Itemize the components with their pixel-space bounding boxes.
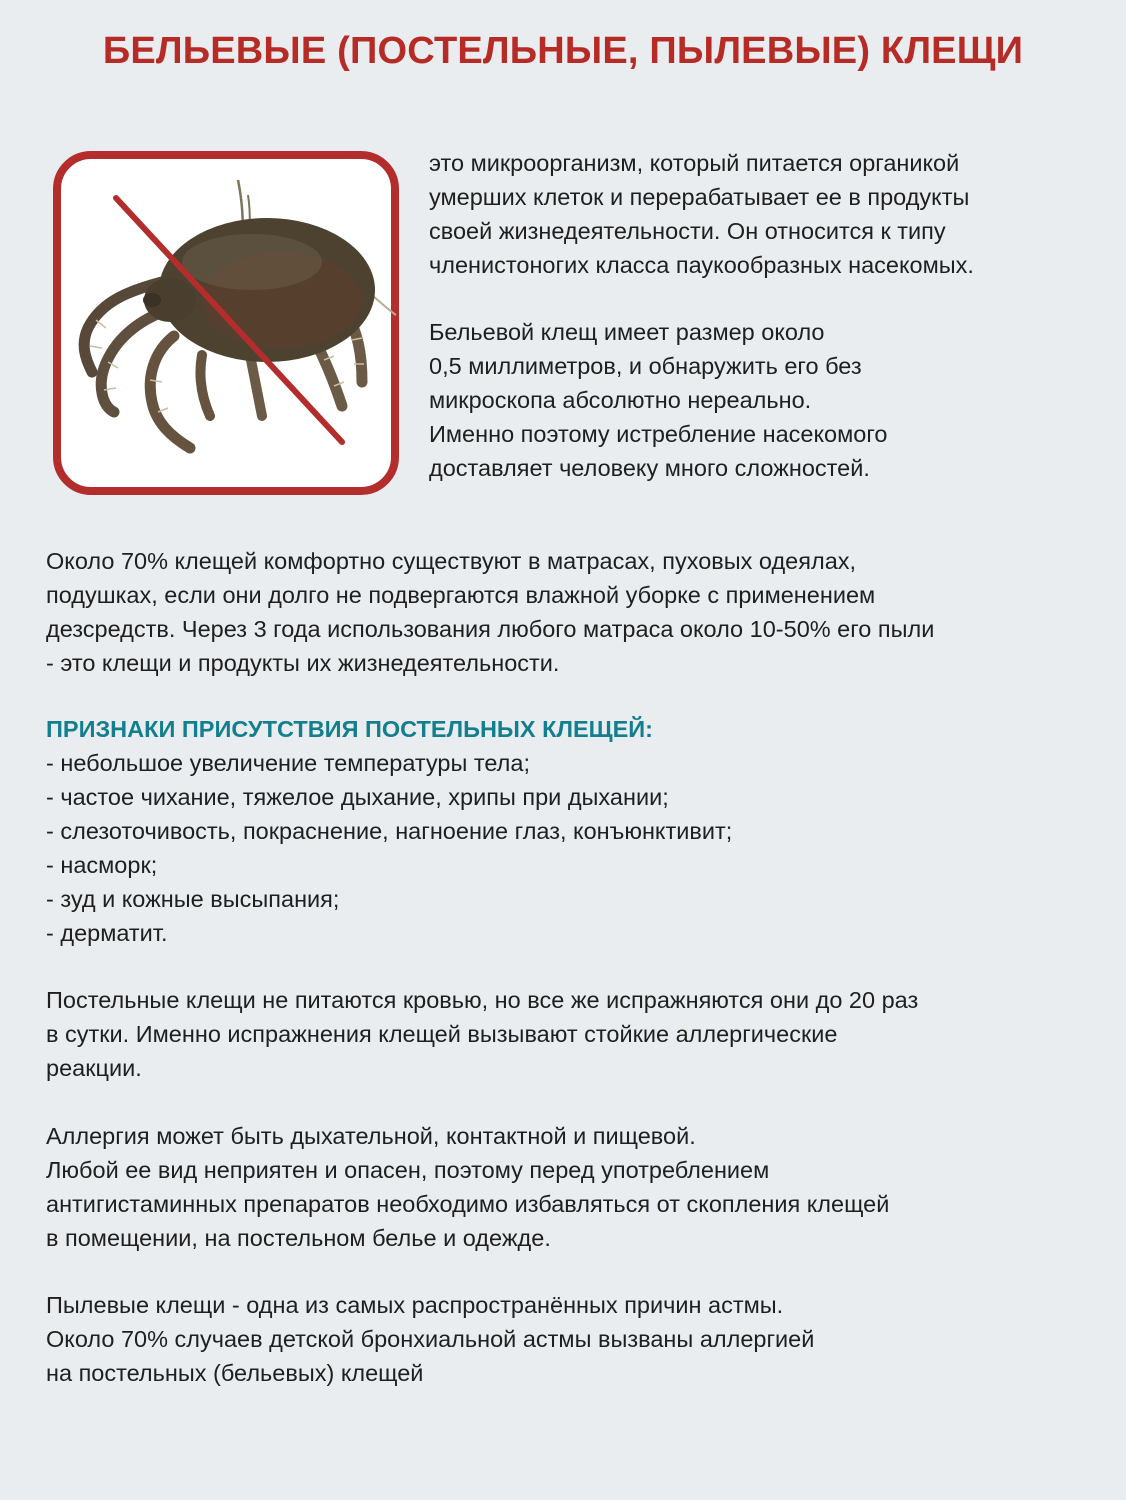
list-item: - слезоточивость, покраснение, нагноение глаз, конъюнктивит;: [46, 818, 733, 844]
list-item: - дерматит.: [46, 920, 168, 946]
feeding-paragraph: Постельные клещи не питаются кровью, но все же испражняются они до 20 раз в сутки. Именно испражнения клещей вызывают стойкие аллергические реакции.: [46, 987, 919, 1081]
intro-paragraph-size: Бельевой клещ имеет размер около 0,5 миллиметров, и обнаружить его без микроскопа абсолютно нереально. Именно поэтому истребление насекомого доставляет человеку много сложностей.: [429, 319, 888, 481]
habitat-paragraph: Около 70% клещей комфортно существуют в матрасах, пуховых одеялах, подушках, если они долго не подвергаются влажной уборке с применением дезсредств. Через 3 года использования любого матраса около 10-50% его пыли - это клещи и продукты их жизнедеятельности.: [46, 548, 935, 676]
habitat-section: [46, 544, 1106, 680]
page-title: БЕЛЬЕВЫЕ (ПОСТЕЛЬНЫЕ, ПЫЛЕВЫЕ) КЛЕЩИ: [102, 30, 1024, 72]
list-item: - зуд и кожные высыпания;: [46, 886, 340, 912]
mite-prohibited-icon: [52, 150, 400, 496]
intro-section: [429, 146, 1109, 485]
allergy-paragraph: Аллергия может быть дыхательной, контактной и пищевой. Любой ее вид неприятен и опасен, поэтому перед употреблением антигистаминных препаратов необходимо избавляться от скопления клещей в помещении, на постельном белье и одежде.: [46, 1123, 890, 1251]
signs-list: [46, 746, 1106, 950]
intro-paragraph-definition: это микроорганизм, который питается органикой умерших клеток и перерабатывает ее в продукты своей жизнедеятельности. Он относится к типу членистоногих класса паукообразных насекомых.: [429, 150, 974, 278]
list-item: - насморк;: [46, 852, 158, 878]
feeding-section: [46, 983, 1106, 1085]
asthma-section: [46, 1288, 1106, 1390]
list-item: - частое чихание, тяжелое дыхание, хрипы при дыхании;: [46, 784, 669, 810]
signs-section: [46, 712, 1106, 950]
asthma-paragraph: Пылевые клещи - одна из самых распространённых причин астмы. Около 70% случаев детской бронхиальной астмы вызваны аллергией на постельных (бельевых) клещей: [46, 1292, 815, 1386]
signs-heading: ПРИЗНАКИ ПРИСУТСТВИЯ ПОСТЕЛЬНЫХ КЛЕЩЕЙ:: [46, 716, 653, 742]
allergy-section: [46, 1119, 1106, 1255]
list-item: - небольшое увеличение температуры тела;: [46, 750, 530, 776]
